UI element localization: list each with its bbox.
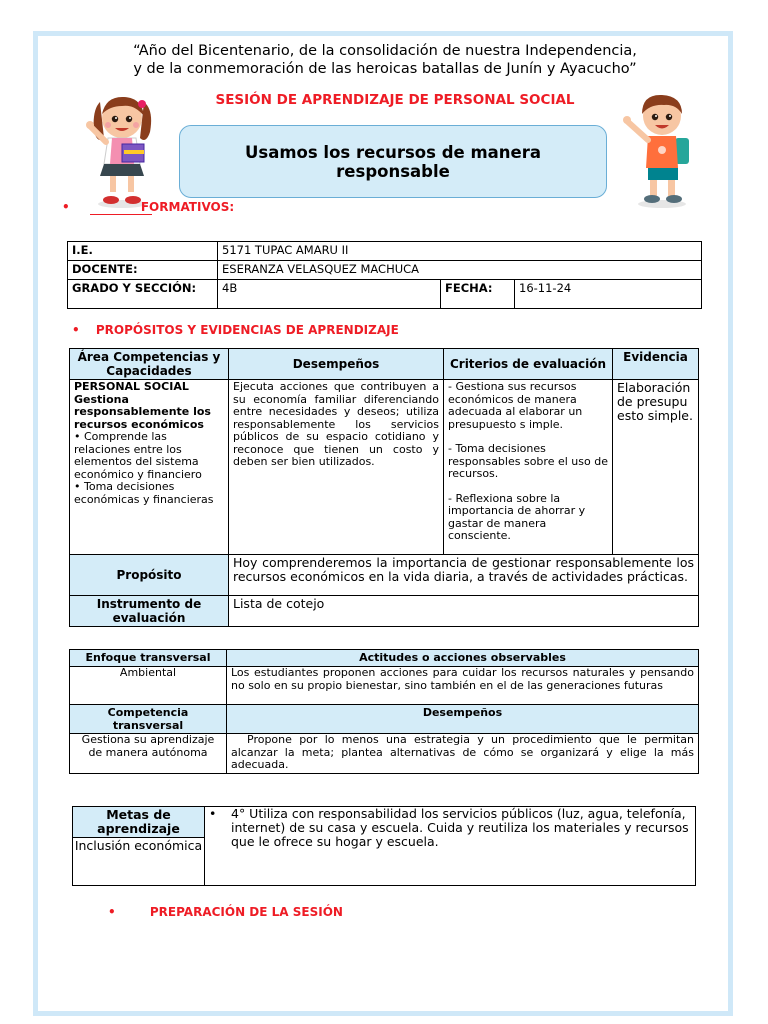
competencia-transversal-value: Gestiona su aprendizaje de manera autónoma [70, 734, 227, 774]
motto-line-2: y de la conmemoración de las heroicas batallas de Junín y Ayacucho” [133, 61, 637, 77]
preparacion-label: PREPARACIÓN DE LA SESIÓN [149, 905, 343, 919]
girl-illustration [84, 92, 160, 210]
competencia: Gestiona responsablemente los recursos económicos [74, 392, 211, 431]
bullet-icon: • [62, 200, 70, 214]
header-criterios: Criterios de evaluación [444, 349, 613, 380]
evidencia-cell: Elaboración de presupuesto simple. [613, 380, 699, 555]
session-topic-box [179, 125, 607, 198]
propositos-label: PROPÓSITOS Y EVIDENCIAS DE APRENDIZAJE [95, 323, 399, 337]
general-info-table [67, 241, 702, 309]
bullet-icon: • [108, 905, 116, 919]
formativos-label: FORMATIVOS: [140, 200, 235, 214]
area-title: PERSONAL SOCIAL [74, 380, 189, 393]
enfoque-value: Ambiental [70, 667, 227, 705]
learning-goals-table [72, 806, 696, 886]
goals-text: 4° Utiliza con responsabilidad los servicios públicos (luz, agua, telefonía, internet) de su casa y escuela. Cuida y reutiliza los materiales y recursos que le ofrece su hogar y escuela. [231, 806, 689, 849]
boy-illustration [620, 92, 700, 210]
desempeno-transversal-text: Propone por lo menos una estrategia y un procedimiento que le permitan alcanzar la meta; plantea alternativas de cómo se organizará y elige la más adecuada. [227, 734, 699, 774]
enfoque-header: Enfoque transversal [70, 650, 227, 667]
goals-bullet-icon: • [209, 806, 217, 821]
grado-label: GRADO Y SECCIÓN: [68, 280, 218, 309]
motto-line-1: “Año del Bicentenario, de la consolidación de nuestra Independencia, [133, 43, 637, 59]
capacidad-1: • Comprende las relaciones entre los elementos del sistema económico y financiero [74, 430, 202, 481]
proposito-text: Hoy comprenderemos la importancia de gestionar responsablemente los recursos económicos en la vida diaria, a través de actividades prácticas. [229, 555, 699, 596]
session-title: SESIÓN DE APRENDIZAJE DE PERSONAL SOCIAL [215, 92, 575, 108]
proposito-label: Propósito [70, 555, 229, 596]
section-formativos [62, 200, 234, 214]
area-cell [70, 380, 229, 555]
formativos-underline [90, 214, 152, 215]
header-desempenos: Desempeños [229, 349, 444, 380]
fecha-label: FECHA: [441, 280, 515, 309]
instrumento-label: Instrumento de evaluación [70, 596, 229, 627]
desempeno-cell: Ejecuta acciones que contribuyen a su economía familiar diferenciando entre necesidades y deseos; utiliza responsablemente los servicios públicos de su espacio cotidiano y reconoce que tienen un costo y deben ser bien utilizados. [229, 380, 444, 555]
criterio-2: - Toma decisiones responsables sobre el uso de recursos. [448, 442, 608, 480]
criterio-3: - Reflexiona sobre la importancia de ahorrar y gastar de manera consciente. [448, 491, 586, 542]
grado-value: 4B [218, 280, 441, 309]
goals-content [205, 807, 696, 886]
section-propositos [72, 323, 399, 337]
fecha-value: 16-11-24 [515, 280, 702, 309]
ie-value: 5171 TUPAC AMARU II [218, 242, 702, 261]
docente-value: ESERANZA VELASQUEZ MACHUCA [218, 261, 702, 280]
transversal-table [69, 649, 699, 774]
learning-plan-table [69, 348, 699, 627]
actitudes-header: Actitudes o acciones observables [227, 650, 699, 667]
desempenos-transversal-header: Desempeños [227, 705, 699, 734]
header-area: Área Competencias y Capacidades [70, 349, 229, 380]
capacidad-2: • Toma decisiones económicas y financieras [74, 480, 214, 506]
criterio-1: - Gestiona sus recursos económicos de manera adecuada al elaborar un presupuesto s imple. [448, 380, 583, 431]
ie-label: I.E. [68, 242, 218, 261]
bullet-icon: • [72, 323, 80, 337]
instrumento-text: Lista de cotejo [229, 596, 699, 627]
goals-header: Metas de aprendizaje [73, 807, 205, 838]
criterios-cell [444, 380, 613, 555]
goals-subject: Inclusión económica [73, 838, 205, 886]
docente-label: DOCENTE: [68, 261, 218, 280]
session-topic: Usamos los recursos de manera responsable [244, 142, 541, 181]
section-preparacion [108, 905, 343, 919]
actitud-text: Los estudiantes proponen acciones para cuidar los recursos naturales y pensando no solo en su propio bienestar, sino también en el de las generaciones futuras [227, 667, 699, 705]
national-motto [60, 42, 710, 78]
header-evidencia: Evidencia [613, 349, 699, 380]
competencia-transversal-header: Competencia transversal [70, 705, 227, 734]
